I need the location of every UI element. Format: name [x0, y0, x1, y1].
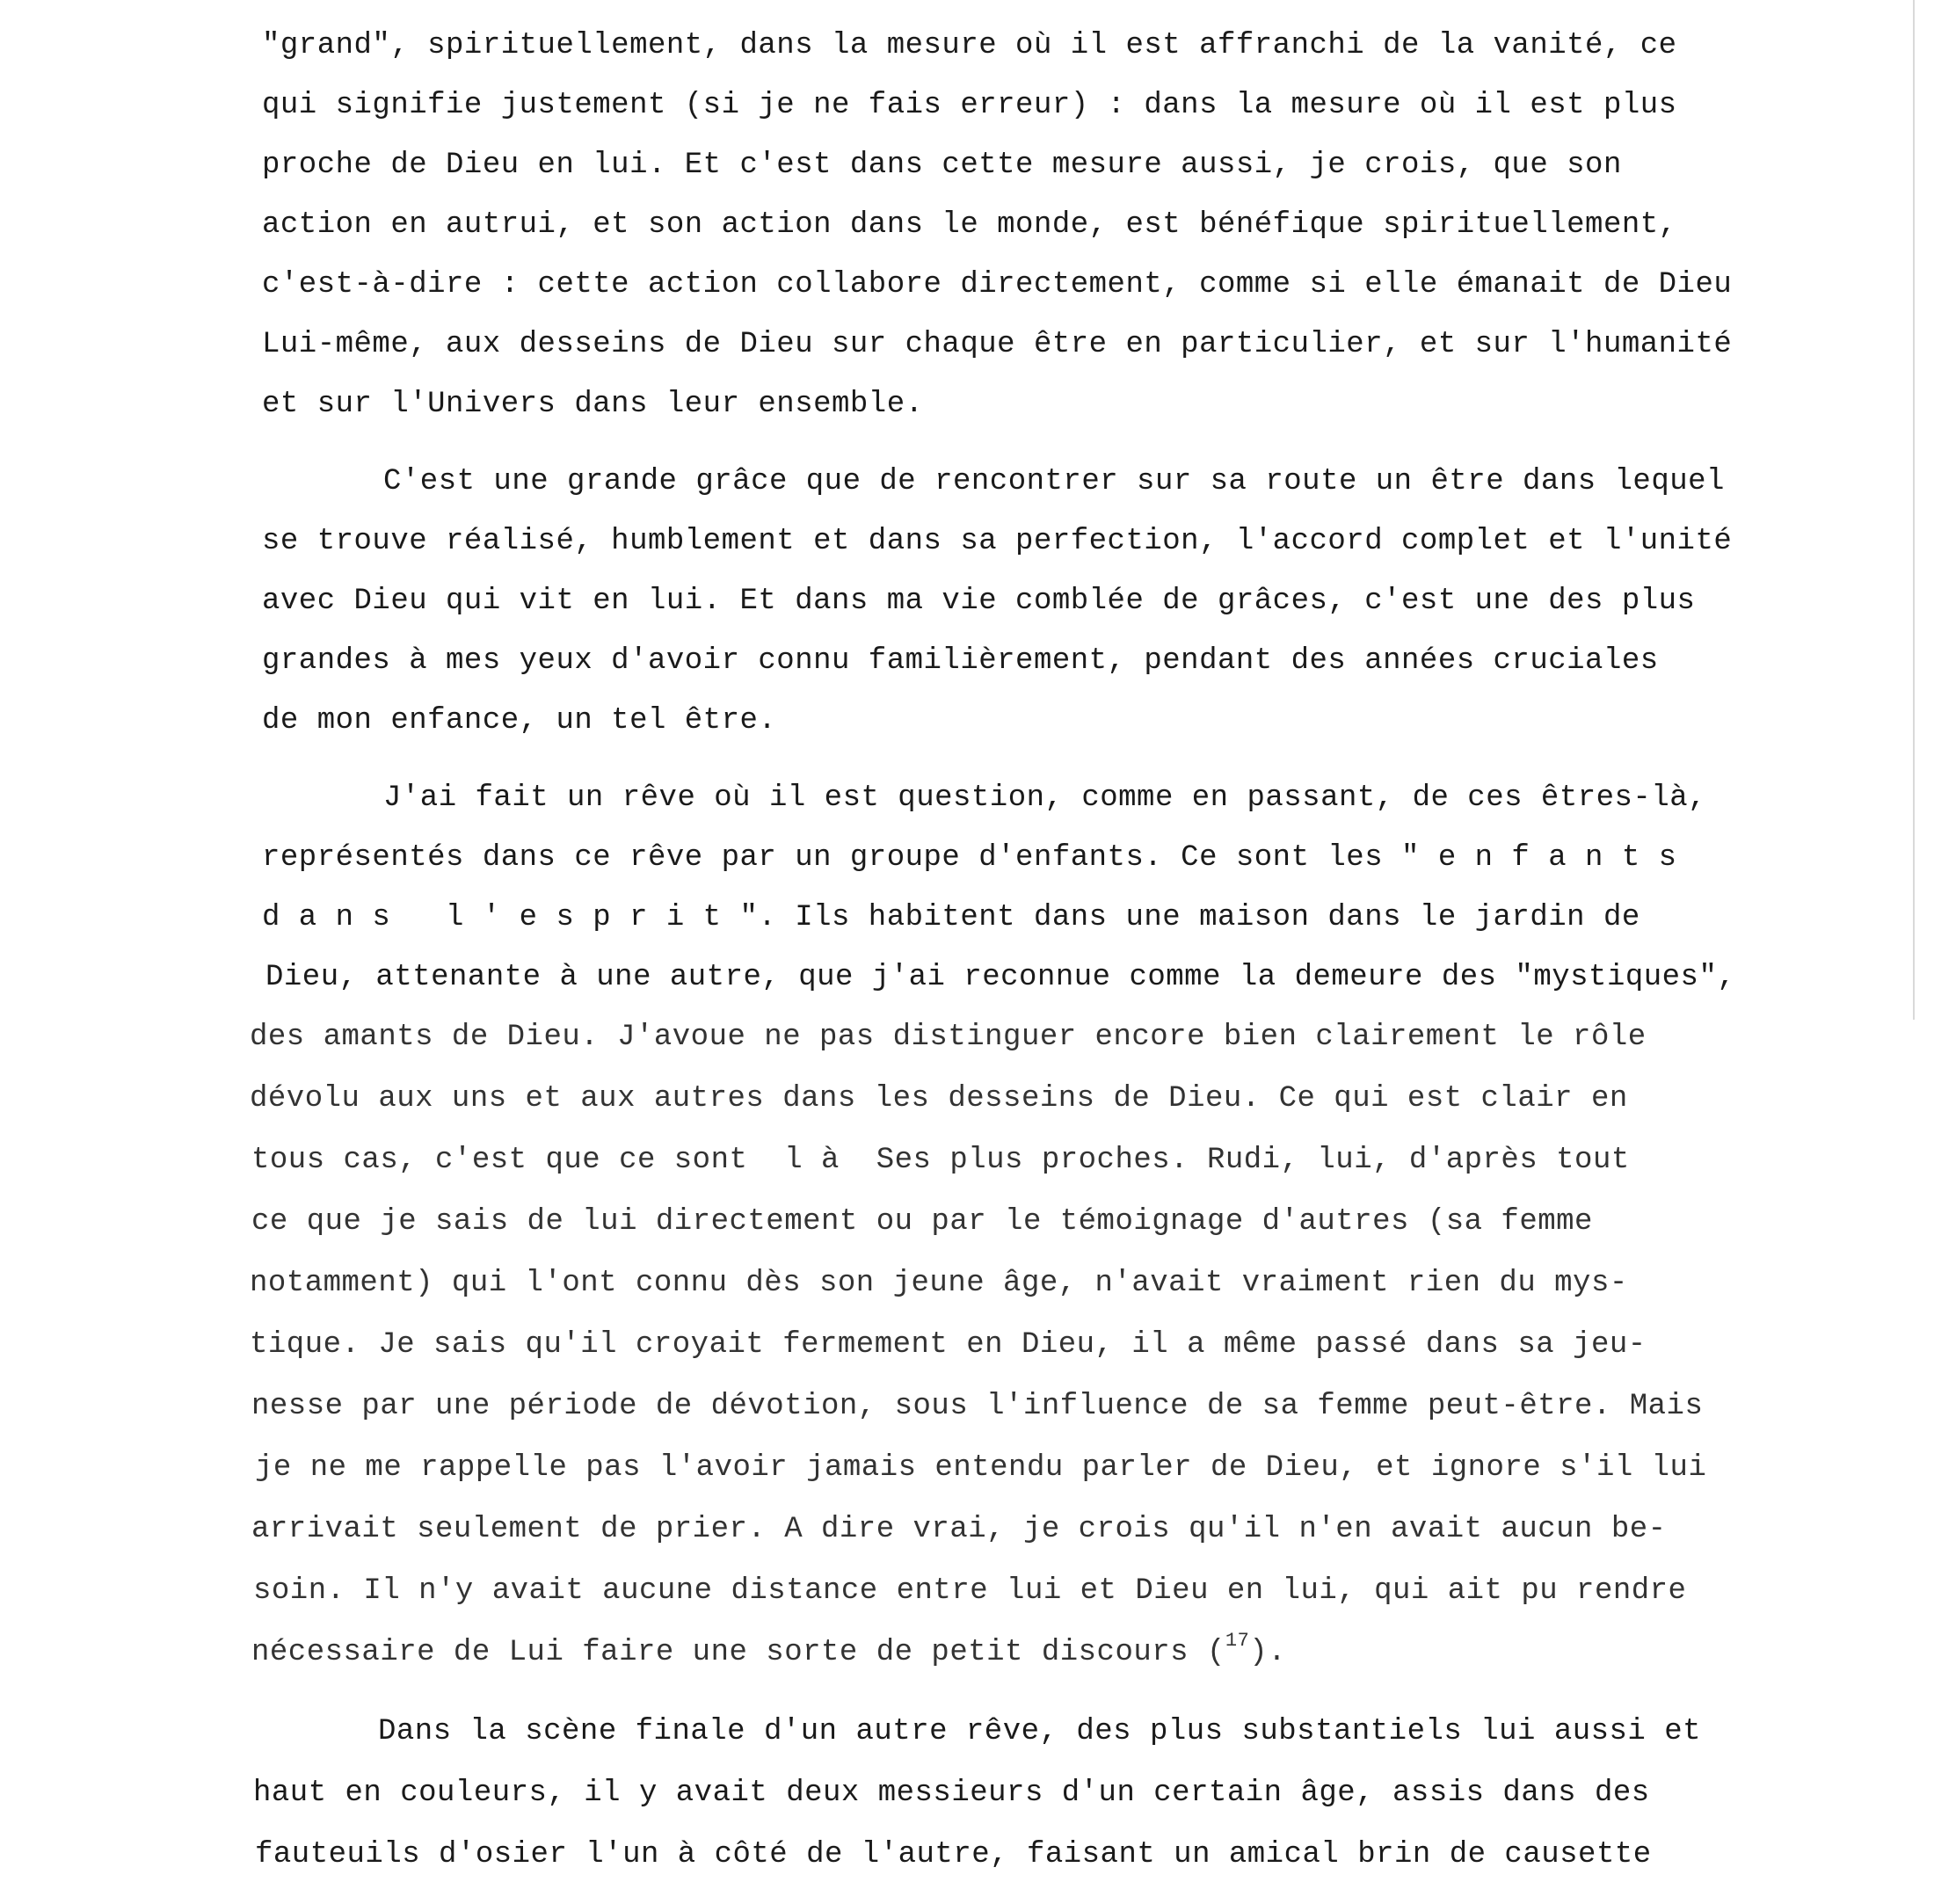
text-line: nesse par une période de dévotion, sous l'influence de sa femme peut-être. Mais	[251, 1390, 1704, 1423]
text-line: proche de Dieu en lui. Et c'est dans cette mesure aussi, je crois, que son	[262, 149, 1622, 182]
text-line: Lui-même, aux desseins de Dieu sur chaque être en particulier, et sur l'humanité	[262, 328, 1733, 361]
text-line: Dieu, attenante à une autre, que j'ai reconnue comme la demeure des "mystiques",	[265, 961, 1736, 994]
text-line: tous cas, c'est que ce sont l à Ses plus proches. Rudi, lui, d'après tout	[251, 1144, 1630, 1177]
closing-punctuation: ).	[1249, 1636, 1287, 1669]
text-line-with-footnote	[251, 1630, 1287, 1673]
text-line: notamment) qui l'ont connu dès son jeune âge, n'avait vraiment rien du mys-	[250, 1267, 1628, 1300]
text-line: soin. Il n'y avait aucune distance entre lui et Dieu en lui, qui ait pu rendre	[253, 1574, 1687, 1608]
scan-edge-divider	[1913, 0, 1915, 1020]
text-line: haut en couleurs, il y avait deux messieurs d'un certain âge, assis dans des	[253, 1777, 1650, 1810]
text-line: grandes à mes yeux d'avoir connu familièrement, pendant des années cruciales	[262, 644, 1659, 678]
text-line: tique. Je sais qu'il croyait fermement en Dieu, il a même passé dans sa jeu-	[250, 1328, 1647, 1362]
text-line: avec Dieu qui vit en lui. Et dans ma vie comblée de grâces, c'est une des plus	[262, 585, 1696, 618]
text-line: représentés dans ce rêve par un groupe d'enfants. Ce sont les " e n f a n t s	[262, 841, 1677, 875]
text-line: et sur l'Univers dans leur ensemble.	[262, 388, 924, 421]
text-line: arrivait seulement de prier. A dire vrai, je crois qu'il n'en avait aucun be-	[251, 1513, 1667, 1546]
text-line: action en autrui, et son action dans le monde, est bénéfique spirituellement,	[262, 208, 1677, 242]
text-line: je ne me rappelle pas l'avoir jamais entendu parler de Dieu, et ignore s'il lui	[255, 1451, 1707, 1485]
footnote-reference: 17	[1225, 1630, 1250, 1652]
text-line: qui signifie justement (si je ne fais erreur) : dans la mesure où il est plus	[262, 89, 1677, 122]
text-line: "grand", spirituellement, dans la mesure où il est affranchi de la vanité, ce	[262, 29, 1677, 62]
text-line: de mon enfance, un tel être.	[262, 704, 777, 738]
text-line: nécessaire de Lui faire une sorte de petit discours (	[251, 1636, 1225, 1669]
text-line: ce que je sais de lui directement ou par le témoignage d'autres (sa femme	[251, 1205, 1593, 1239]
text-line: Dans la scène finale d'un autre rêve, des plus substantiels lui aussi et	[378, 1715, 1702, 1748]
text-line: c'est-à-dire : cette action collabore directement, comme si elle émanait de Dieu	[262, 268, 1733, 302]
text-line: C'est une grande grâce que de rencontrer sur sa route un être dans lequel	[383, 465, 1725, 498]
text-line: des amants de Dieu. J'avoue ne pas distinguer encore bien clairement le rôle	[250, 1021, 1647, 1054]
text-line: J'ai fait un rêve où il est question, comme en passant, de ces êtres-là,	[383, 781, 1707, 815]
text-line: se trouve réalisé, humblement et dans sa perfection, l'accord complet et l'unité	[262, 525, 1733, 558]
text-line: fauteuils d'osier l'un à côté de l'autre, faisant un amical brin de causette	[255, 1838, 1652, 1871]
text-line: d a n s l ' e s p r i t ". Ils habitent dans une maison dans le jardin de	[262, 901, 1640, 934]
text-line: dévolu aux uns et aux autres dans les desseins de Dieu. Ce qui est clair en	[250, 1082, 1628, 1116]
